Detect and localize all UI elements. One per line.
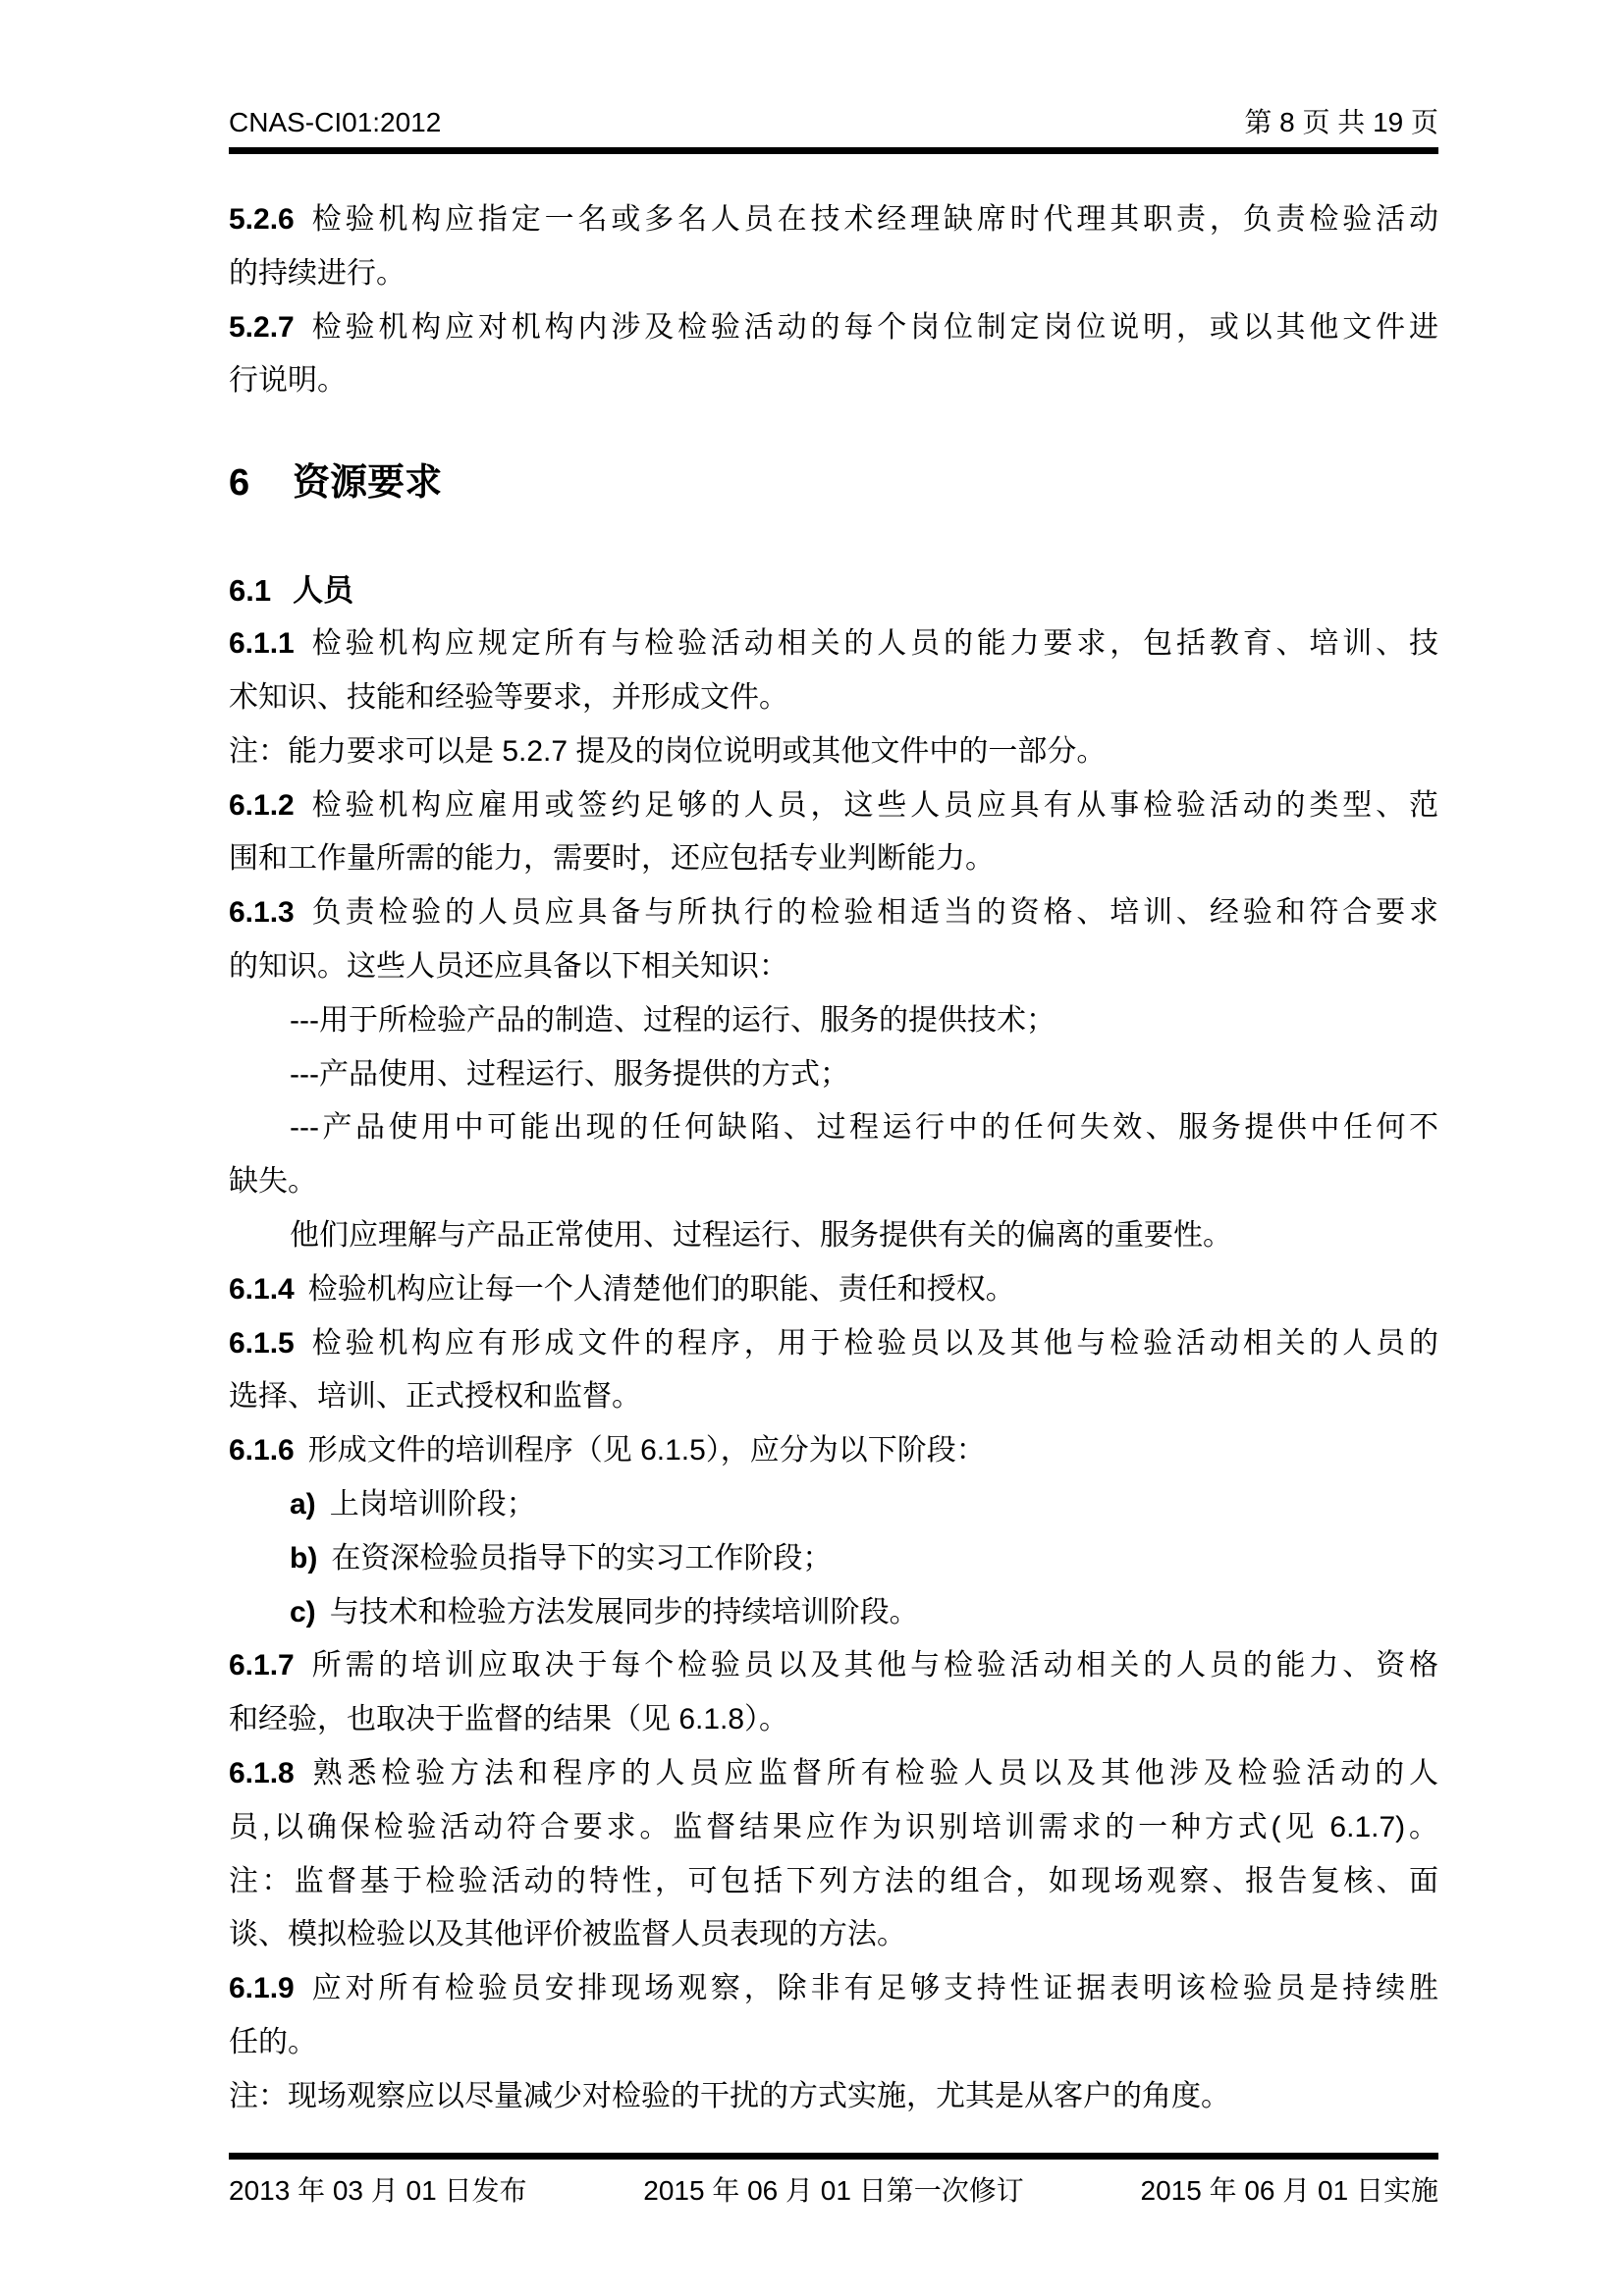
- line-text: 形成文件的培训程序（见 6.1.5），应分为以下阶段：: [307, 1434, 986, 1468]
- body-line: [229, 1478, 1438, 1532]
- clause-number: 5.2.7: [229, 310, 295, 344]
- body-line: [229, 1747, 1438, 1801]
- line-text: 围和工作量所需的能力，需要时，还应包括专业判断能力。: [229, 842, 995, 876]
- line-text: 熟悉检验方法和程序的人员应监督所有检验人员以及其他涉及检验活动的人: [307, 1756, 1438, 1789]
- line-text: 检验机构应对机构内涉及检验活动的每个岗位制定岗位说明，或以其他文件进: [307, 310, 1438, 344]
- body-line: [229, 1101, 1438, 1155]
- line-text: 人员: [293, 573, 354, 609]
- line-text: 注：监督基于检验活动的特性，可包括下列方法的组合，如现场观察、报告复核、面: [229, 1864, 1438, 1897]
- line-text: ---产品使用、过程运行、服务提供的方式；: [290, 1057, 849, 1091]
- body-line: [229, 2070, 1438, 2124]
- line-text: 检验机构应让每一个人清楚他们的职能、责任和授权。: [307, 1272, 1015, 1306]
- body-line: [229, 779, 1438, 833]
- footer-date-revised: 2015 年 06 月 01 日第一次修订: [643, 2175, 1024, 2206]
- body-line: [229, 1801, 1438, 1855]
- header-rule: [229, 147, 1438, 154]
- body-line: [229, 1586, 1438, 1640]
- clause-number: 6.1.8: [229, 1756, 295, 1789]
- clause-number: 6.1.3: [229, 896, 295, 930]
- body-line: [229, 671, 1438, 725]
- line-text: 所需的培训应取决于每个检验员以及其他与检验活动相关的人员的能力、资格: [307, 1649, 1438, 1682]
- line-text: 应对所有检验员安排现场观察，除非有足够支持性证据表明该检验员是持续胜: [307, 1972, 1438, 2005]
- body-line: [229, 1639, 1438, 1693]
- clause-number: 6.1.7: [229, 1649, 295, 1682]
- body-line: [229, 1424, 1438, 1478]
- line-text: 行说明。: [229, 364, 347, 398]
- line-text: 和经验，也取决于监督的结果（见 6.1.8）。: [229, 1703, 789, 1736]
- footer-rule: [229, 2153, 1438, 2160]
- body-line: [229, 1155, 1438, 1209]
- line-text: 在资深检验员指导下的实习工作阶段；: [331, 1541, 833, 1575]
- body-line: [229, 2016, 1438, 2070]
- body-line: [229, 1317, 1438, 1371]
- body-line: [229, 1962, 1438, 2016]
- line-text: 检验机构应指定一名或多名人员在技术经理缺席时代理其职责，负责检验活动: [307, 203, 1438, 236]
- line-text: 任的。: [229, 2025, 317, 2058]
- line-text: 他们应理解与产品正常使用、过程运行、服务提供有关的偏离的重要性。: [290, 1218, 1232, 1252]
- body-line: [229, 725, 1438, 779]
- line-text: 负责检验的人员应具备与所执行的检验相适当的资格、培训、经验和符合要求: [307, 896, 1438, 930]
- body-line: [229, 1370, 1438, 1424]
- body-line: [229, 994, 1438, 1048]
- section-heading: [229, 455, 1438, 510]
- line-text: 检验机构应规定所有与检验活动相关的人员的能力要求，包括教育、培训、技: [307, 627, 1438, 661]
- line-text: 注：能力要求可以是 5.2.7 提及的岗位说明或其他文件中的一部分。: [229, 734, 1107, 768]
- line-text: 员,以确保检验活动符合要求。监督结果应作为识别培训需求的一种方式(见 6.1.7)。: [229, 1810, 1438, 1843]
- body-line: [229, 1209, 1438, 1263]
- clause-number: 6.1: [229, 573, 272, 609]
- body-line: [229, 940, 1438, 994]
- clause-number: 5.2.6: [229, 203, 295, 236]
- footer-date-published: 2013 年 03 月 01 日发布: [229, 2175, 527, 2206]
- clause-number: 6: [229, 462, 250, 505]
- body-line: [229, 193, 1438, 247]
- line-text: 资源要求: [293, 462, 443, 505]
- footer-date-implemented: 2015 年 06 月 01 日实施: [1140, 2175, 1438, 2206]
- clause-number: 6.1.1: [229, 627, 295, 661]
- clause-number: c): [290, 1595, 316, 1629]
- clause-number: 6.1.9: [229, 1972, 295, 2005]
- doc-code: CNAS-CI01:2012: [229, 107, 442, 137]
- page-number: 第 8 页 共 19 页: [1244, 107, 1438, 137]
- page-header: [229, 106, 1438, 139]
- body-line: [229, 1908, 1438, 1962]
- page-footer: [229, 2171, 1438, 2211]
- line-text: 检验机构应有形成文件的程序，用于检验员以及其他与检验活动相关的人员的: [307, 1326, 1438, 1360]
- line-text: 的持续进行。: [229, 256, 406, 290]
- body-line: [229, 1263, 1438, 1317]
- line-text: 缺失。: [229, 1165, 317, 1199]
- body-line: [229, 1855, 1438, 1909]
- line-text: 与技术和检验方法发展同步的持续培训阶段。: [329, 1595, 919, 1629]
- line-text: 的知识。这些人员还应具备以下相关知识：: [229, 949, 788, 983]
- body-line: [229, 886, 1438, 940]
- body-line: [229, 247, 1438, 301]
- line-text: 选择、培训、正式授权和监督。: [229, 1380, 641, 1414]
- line-text: 上岗培训阶段；: [329, 1487, 536, 1521]
- clause-number: 6.1.4: [229, 1272, 295, 1306]
- body-line: [229, 832, 1438, 886]
- line-text: 术知识、技能和经验等要求，并形成文件。: [229, 680, 788, 714]
- clause-number: 6.1.2: [229, 788, 295, 822]
- clause-number: a): [290, 1487, 316, 1521]
- line-text: 谈、模拟检验以及其他评价被监督人员表现的方法。: [229, 1918, 906, 1951]
- document-body: [229, 193, 1438, 2124]
- body-line: [229, 617, 1438, 671]
- body-line: [229, 354, 1438, 408]
- line-text: ---产品使用中可能出现的任何缺陷、过程运行中的任何失效、服务提供中任何不: [290, 1111, 1438, 1145]
- subsection-heading: [229, 563, 1438, 617]
- line-text: 检验机构应雇用或签约足够的人员，这些人员应具有从事检验活动的类型、范: [307, 788, 1438, 822]
- body-line: [229, 1048, 1438, 1102]
- body-line: [229, 1693, 1438, 1747]
- body-line: [229, 301, 1438, 355]
- line-text: 注：现场观察应以尽量减少对检验的干扰的方式实施，尤其是从客户的角度。: [229, 2079, 1230, 2112]
- clause-number: b): [290, 1541, 318, 1575]
- clause-number: 6.1.5: [229, 1326, 295, 1360]
- line-text: ---用于所检验产品的制造、过程的运行、服务的提供技术；: [290, 1003, 1056, 1037]
- clause-number: 6.1.6: [229, 1434, 295, 1468]
- body-line: [229, 1532, 1438, 1586]
